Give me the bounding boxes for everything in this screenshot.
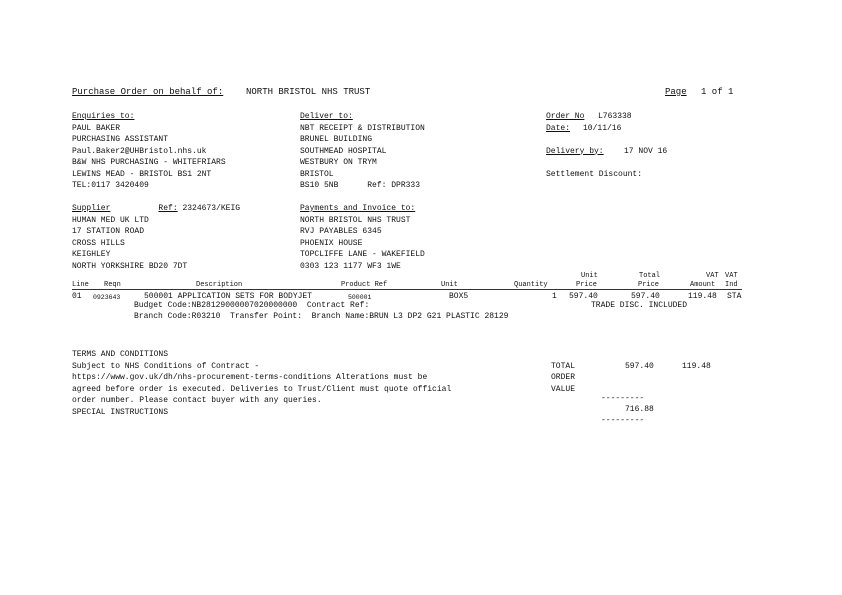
supplier-ref-label: Ref:: [158, 204, 178, 213]
date-label: Date:: [546, 123, 571, 133]
terms-heading: TERMS AND CONDITIONS: [72, 350, 169, 359]
deliver-to-line: BS10 5NB Ref: DPR333: [300, 181, 421, 190]
enquiries-label: Enquiries to:: [72, 112, 135, 121]
payments-line: NORTH BRISTOL NHS TRUST: [300, 215, 411, 225]
totals-price: 597.40: [625, 361, 654, 371]
header-vat-amount-1: VAT: [706, 272, 719, 280]
deliver-to-label: Deliver to:: [300, 112, 353, 121]
payments-line: PHOENIX HOUSE: [300, 238, 363, 248]
totals-dashes-bottom: ---------: [601, 416, 645, 425]
payments-block: [300, 203, 425, 272]
row-unit: BOX5: [449, 292, 469, 301]
totals-vat: 119.48: [682, 361, 711, 371]
enquiries-line: PURCHASING ASSISTANT: [72, 135, 169, 144]
page-label: Page: [665, 87, 687, 97]
deliver-to-line: SOUTHMEAD HOSPITAL: [300, 146, 387, 156]
totals-dashes-top: ---------: [601, 394, 645, 403]
header-product-ref: Product Ref: [341, 281, 388, 289]
enquiries-block: [72, 111, 226, 192]
enquiries-line: B&W NHS PURCHASING - WHITEFRIARS: [72, 158, 226, 167]
deliver-to-line: WESTBURY ON TRYM: [300, 158, 377, 167]
settlement-label: Settlement Discount:: [546, 169, 643, 179]
order-no: L763338: [598, 112, 632, 121]
header-rule: [72, 289, 742, 290]
row-product-ref: 500001: [348, 294, 372, 301]
enquiries-line: LEWINS MEAD - BRISTOL BS1 2NT: [72, 169, 212, 179]
payments-line: TOPCLIFFE LANE - WAKEFIELD: [300, 250, 425, 259]
totals-label-line: TOTAL: [551, 361, 576, 371]
enquiries-email: Paul.Baker2@UHBristol.nhs.uk: [72, 146, 207, 156]
terms-line: Subject to NHS Conditions of Contract -: [72, 361, 260, 371]
row-vat-ind: STA: [727, 292, 742, 301]
row-trade-disc: TRADE DISC. INCLUDED: [591, 301, 688, 310]
row-description: 500001 APPLICATION SETS FOR BODYJET: [144, 292, 313, 301]
deliver-to-line: BRISTOL: [300, 169, 334, 179]
order-date: 10/11/16: [583, 123, 622, 133]
payments-line: 0303 123 1177 WF3 1WE: [300, 261, 401, 271]
terms-block: [72, 349, 451, 418]
enquiries-line: PAUL BAKER: [72, 123, 121, 133]
po-label: Purchase Order on behalf of:: [72, 87, 224, 97]
row-total-price: 597.40: [631, 292, 660, 301]
header-total-price-1: Total: [639, 272, 661, 280]
header-reqn: Reqn: [104, 281, 121, 289]
supplier-line: CROSS HILLS: [72, 238, 125, 248]
header-line: Line: [72, 281, 89, 289]
supplier-block: [72, 203, 240, 272]
row-branch: Branch Code:R03210 Transfer Point: Branch Name:BRUN L3 DP2 G21 PLASTIC 28129: [134, 312, 509, 321]
row-quantity: 1: [552, 292, 557, 301]
header-vat-ind-2: Ind: [725, 281, 738, 289]
totals-label-line: VALUE: [551, 384, 576, 394]
row-reqn: 0923643: [93, 294, 121, 301]
totals-label: [551, 361, 575, 396]
deliver-to-line: BRUNEL BUILDING: [300, 135, 373, 144]
row-line: 01: [72, 292, 82, 301]
header-quantity: Quantity: [514, 281, 548, 289]
deliver-to-line: NBT RECEIPT & DISTRIBUTION: [300, 123, 425, 133]
terms-line: agreed before order is executed. Deliveries to Trust/Client must quote official: [72, 384, 452, 394]
header-unit-price-1: Unit: [581, 272, 598, 280]
row-budget-code: Budget Code:NB28129000007020000000 Contract Ref:: [134, 301, 370, 310]
order-no-label: Order No: [546, 112, 585, 121]
totals-label-line: ORDER: [551, 373, 576, 382]
supplier-line: KEIGHLEY: [72, 250, 111, 259]
grand-total: 716.88: [625, 405, 654, 414]
terms-url-line: https://www.gov.uk/dh/nhs-procurement-terms-conditions Alterations must be: [72, 373, 428, 382]
supplier-line: HUMAN MED UK LTD: [72, 215, 149, 225]
delivery-by: 17 NOV 16: [624, 146, 668, 156]
terms-line: order number. Please contact buyer with any queries.: [72, 396, 322, 405]
delivery-by-label: Delivery by:: [546, 146, 604, 156]
enquiries-phone: TEL:0117 3420409: [72, 181, 149, 190]
supplier-line: 17 STATION ROAD: [72, 227, 145, 236]
page-value: 1 of 1: [701, 87, 734, 97]
header-description: Description: [196, 281, 243, 289]
payments-label: Payments and Invoice to:: [300, 204, 416, 213]
deliver-to-block: [300, 111, 425, 192]
header-vat-ind-1: VAT: [725, 272, 738, 280]
trust-name: NORTH BRISTOL NHS TRUST: [246, 87, 371, 97]
row-vat-amount: 119.48: [688, 292, 717, 301]
header-vat-amount-2: Amount: [690, 281, 716, 289]
header-unit: Unit: [441, 281, 458, 289]
supplier-ref: 2324673/KEIG: [182, 204, 241, 213]
header-total-price-2: Price: [638, 281, 660, 289]
supplier-line: NORTH YORKSHIRE BD20 7DT: [72, 261, 188, 271]
supplier-label: Supplier: [72, 204, 111, 213]
payments-line: RVJ PAYABLES 6345: [300, 227, 382, 236]
header-unit-price-2: Price: [576, 281, 598, 289]
row-unit-price: 597.40: [569, 292, 598, 301]
special-instructions: SPECIAL INSTRUCTIONS: [72, 407, 169, 417]
